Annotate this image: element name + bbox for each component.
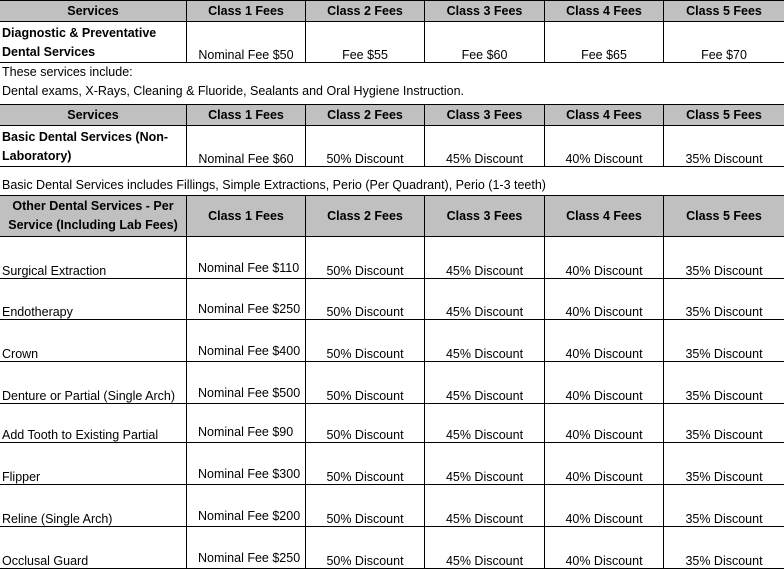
table-row [0, 485, 784, 527]
basic-fee-table [0, 104, 784, 167]
class-3-fee: 45% Discount [425, 485, 545, 527]
table-row [0, 527, 784, 569]
service-name: Flipper [0, 443, 187, 485]
class-2-fee: 50% Discount [306, 404, 425, 443]
class-4-fee: 40% Discount [545, 443, 664, 485]
class-1-fee: Nominal Fee $60 [187, 126, 306, 167]
service-name: Diagnostic & Preventative Dental Services [0, 22, 187, 63]
service-name: Reline (Single Arch) [0, 485, 187, 527]
other-services-rows [0, 237, 784, 569]
table-row [0, 404, 784, 443]
diagnostic-note-heading: These services include: [2, 63, 133, 82]
service-name: Basic Dental Services (Non-Laboratory) [0, 126, 187, 167]
header-services: Services [0, 1, 187, 22]
other-services-fee-table [0, 195, 784, 569]
class-5-fee: 35% Discount [664, 443, 784, 485]
class-2-fee: 50% Discount [306, 126, 425, 167]
class-2-fee: 50% Discount [306, 527, 425, 569]
class-4-fee: 40% Discount [545, 527, 664, 569]
header-class-3: Class 3 Fees [447, 4, 523, 18]
class-4-fee: 40% Discount [545, 404, 664, 443]
class-2-fee: Fee $55 [306, 22, 425, 63]
basic-note: Basic Dental Services includes Fillings, Simple Extractions, Perio (Per Quadrant), Perio (1-3 teeth) [2, 176, 546, 195]
class-1-fee: Nominal Fee $50 [187, 22, 306, 63]
class-3-fee: 45% Discount [425, 404, 545, 443]
class-1-fee: Nominal Fee $90 [187, 404, 306, 443]
header-class-2: Class 2 Fees [327, 108, 403, 122]
class-3-fee: 45% Discount [425, 126, 545, 167]
class-1-fee: Nominal Fee $250 [187, 527, 306, 569]
header-class-5: Class 5 Fees [686, 108, 762, 122]
header-class-1: Class 1 Fees [187, 1, 306, 22]
header-class-5: Class 5 Fees [686, 4, 762, 18]
header-class-4: Class 4 Fees [566, 108, 642, 122]
class-5-fee: 35% Discount [664, 126, 784, 167]
header-class-2: Class 2 Fees [327, 209, 403, 223]
class-2-fee: 50% Discount [306, 443, 425, 485]
class-4-fee: Fee $65 [545, 22, 664, 63]
class-2-fee: 50% Discount [306, 237, 425, 279]
header-class-4: Class 4 Fees [566, 4, 642, 18]
table-header-row [0, 196, 784, 237]
header-class-3: Class 3 Fees [447, 108, 523, 122]
service-name: Occlusal Guard [0, 527, 187, 569]
class-3-fee: 45% Discount [425, 362, 545, 404]
class-2-fee: 50% Discount [306, 279, 425, 320]
class-4-fee: 40% Discount [545, 237, 664, 279]
class-1-fee: Nominal Fee $200 [187, 485, 306, 527]
table-row [0, 362, 784, 404]
table-row [0, 443, 784, 485]
header-class-1: Class 1 Fees [187, 105, 306, 126]
class-5-fee: 35% Discount [664, 404, 784, 443]
service-name: Endotherapy [0, 279, 187, 320]
class-4-fee: 40% Discount [545, 320, 664, 362]
header-class-2: Class 2 Fees [327, 4, 403, 18]
table-row [0, 237, 784, 279]
class-1-fee: Nominal Fee $250 [187, 279, 306, 320]
header-class-3: Class 3 Fees [447, 209, 523, 223]
header-class-1: Class 1 Fees [187, 196, 306, 237]
class-3-fee: 45% Discount [425, 237, 545, 279]
class-3-fee: 45% Discount [425, 279, 545, 320]
class-1-fee: Nominal Fee $300 [187, 443, 306, 485]
class-5-fee: 35% Discount [664, 279, 784, 320]
service-name: Crown [0, 320, 187, 362]
class-5-fee: 35% Discount [664, 237, 784, 279]
class-1-fee: Nominal Fee $110 [187, 237, 306, 279]
header-services: Other Dental Services - Per Service (Including Lab Fees) [0, 196, 187, 237]
class-4-fee: 40% Discount [545, 279, 664, 320]
service-name: Surgical Extraction [0, 237, 187, 279]
class-4-fee: 40% Discount [545, 126, 664, 167]
header-class-4: Class 4 Fees [566, 209, 642, 223]
class-4-fee: 40% Discount [545, 362, 664, 404]
header-services: Services [0, 105, 187, 126]
service-name: Denture or Partial (Single Arch) [0, 362, 187, 404]
class-3-fee: 45% Discount [425, 527, 545, 569]
class-2-fee: 50% Discount [306, 320, 425, 362]
class-5-fee: 35% Discount [664, 320, 784, 362]
table-header-row [0, 1, 784, 22]
class-3-fee: Fee $60 [425, 22, 545, 63]
table-row [0, 126, 784, 167]
class-5-fee: 35% Discount [664, 527, 784, 569]
class-5-fee: 35% Discount [664, 485, 784, 527]
class-1-fee: Nominal Fee $500 [187, 362, 306, 404]
class-1-fee: Nominal Fee $400 [187, 320, 306, 362]
diagnostic-fee-table [0, 0, 784, 63]
service-name: Add Tooth to Existing Partial [0, 404, 187, 443]
class-3-fee: 45% Discount [425, 320, 545, 362]
class-2-fee: 50% Discount [306, 485, 425, 527]
diagnostic-note-detail: Dental exams, X-Rays, Cleaning & Fluoride, Sealants and Oral Hygiene Instruction. [2, 82, 464, 101]
header-class-5: Class 5 Fees [686, 209, 762, 223]
class-2-fee: 50% Discount [306, 362, 425, 404]
table-row [0, 279, 784, 320]
table-row [0, 22, 784, 63]
table-header-row [0, 105, 784, 126]
class-5-fee: Fee $70 [664, 22, 784, 63]
class-4-fee: 40% Discount [545, 485, 664, 527]
table-row [0, 320, 784, 362]
class-5-fee: 35% Discount [664, 362, 784, 404]
class-3-fee: 45% Discount [425, 443, 545, 485]
